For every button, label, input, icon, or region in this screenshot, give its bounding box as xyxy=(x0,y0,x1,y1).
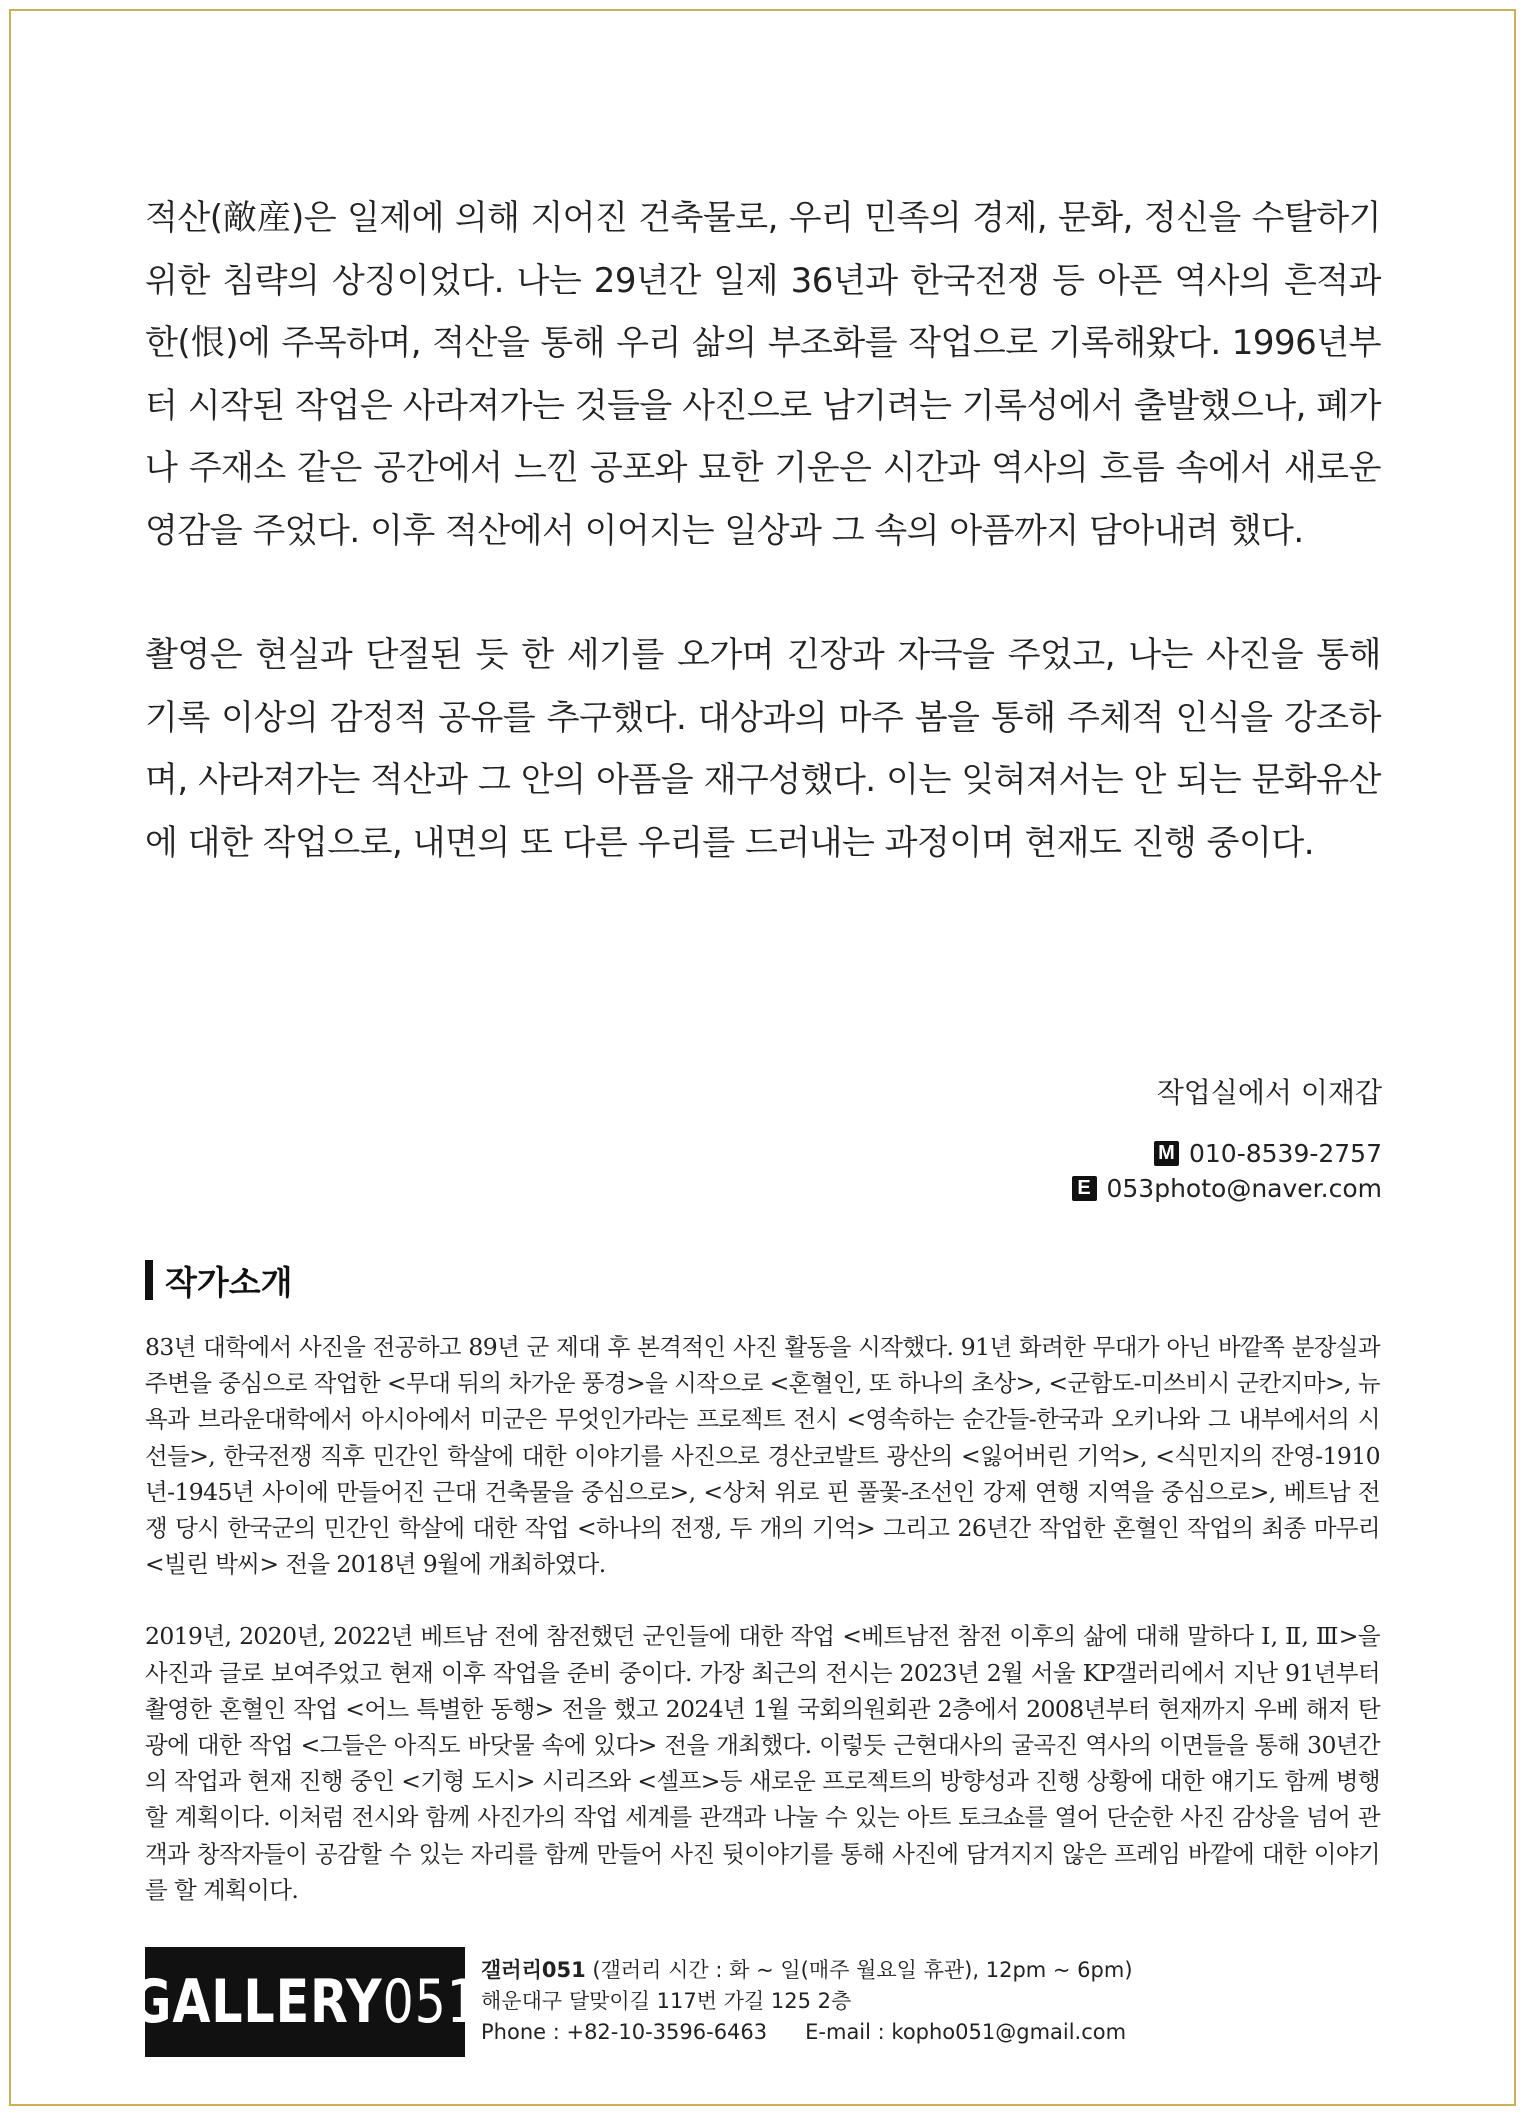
bio-heading xyxy=(145,1258,293,1302)
gallery-contact-line xyxy=(481,2017,1133,2048)
artist-statement xyxy=(145,187,1381,874)
gallery-name-line xyxy=(481,1955,1133,1986)
gallery-email: E-mail : kopho051@gmail.com xyxy=(805,2020,1127,2044)
gallery-hours: (갤러리 시간 : 화 ~ 일(매주 월요일 휴관), 12pm ~ 6pm) xyxy=(592,1958,1133,1982)
statement-paragraph-2: 촬영은 현실과 단절된 듯 한 세기를 오가며 긴장과 자극을 주었고, 나는 사진을 통해 기록 이상의 감정적 공유를 추구했다. 대상과의 마주 봄을 통해 주체적 인식을 강조하며, 사라져가는 적산과 그 안의 아픔을 재구성했다. 이는 잊혀져서는 안 되는 문화유산에 대한 작업으로, 내면의 또 다른 우리를 드러내는 과정이며 현재도 진행 중이다. xyxy=(145,635,1381,863)
logo-text: GALLERY051 xyxy=(131,1966,479,2037)
gallery-footer xyxy=(131,1944,1380,2059)
heading-bar-icon xyxy=(145,1260,153,1300)
gallery-name: 갤러리051 xyxy=(481,1958,586,1982)
gallery-info xyxy=(481,1955,1133,2048)
gallery-phone: Phone : +82-10-3596-6463 xyxy=(481,2020,768,2044)
contact-info xyxy=(1072,1136,1383,1206)
statement-paragraph-1: 적산(敵産)은 일제에 의해 지어진 건축물로, 우리 민족의 경제, 문화, 정신을 수탈하기 위한 침략의 상징이었다. 나는 29년간 일제 36년과 한국전쟁 등 아픈 역사의 흔적과 한(恨)에 주목하며, 적산을 통해 우리 삶의 부조화를 작업으로 기록해왔다. 1996년부터 시작된 작업은 사라져가는 것들을 사진으로 남기려는 기록성에서 출발했으나, 폐가나 주재소 같은 공간에서 느낀 공포와 묘한 기운은 시간과 역사의 흐름 속에서 새로운 영감을 주었다. 이후 적산에서 이어지는 일상과 그 속의 아픔까지 담아내려 했다. xyxy=(145,198,1381,551)
bio-paragraph-2: 2019년, 2020년, 2022년 베트남 전에 참전했던 군인들에 대한 작업 <베트남전 참전 이후의 삶에 대해 말하다 Ⅰ, Ⅱ, Ⅲ>을 사진과 글로 보여주었고 현재 이후 작업을 준비 중이다. 가장 최근의 전시는 2023년 2월 서울 KP갤러리에서 지난 91년부터 촬영한 혼혈인 작업 <어느 특별한 동행> 전을 했고 2024년 1월 국회의원회관 2층에서 2008년부터 현재까지 우베 해저 탄광에 대한 작업 <그들은 아직도 바닷물 속에 있다> 전을 개최했다. 이렇듯 근현대사의 굴곡진 역사의 이면들을 통해 30년간의 작업과 현재 진행 중인 <기형 도시> 시리즈와 <셀프>등 새로운 프로젝트의 방향성과 진행 상황에 대한 얘기도 함께 병행 할 계획이다. 이처럼 전시와 함께 사진가의 작업 세계를 관객과 나눌 수 있는 아트 토크쇼를 열어 단순한 사진 감상을 넘어 관객과 창작자들이 공감할 수 있는 자리를 함께 만들어 사진 뒷이야기를 통해 사진에 담겨지지 않은 프레임 바깥에 대한 이야기를 할 계획이다. xyxy=(145,1622,1380,1904)
mobile-number: 010-8539-2757 xyxy=(1188,1139,1382,1168)
mobile-icon: M xyxy=(1154,1141,1179,1166)
gallery-address: 해운대구 달맞이길 117번 가길 125 2층 xyxy=(481,1989,852,2013)
mobile-row xyxy=(1072,1136,1383,1171)
bio-paragraph-1: 83년 대학에서 사진을 전공하고 89년 군 제대 후 본격적인 사진 활동을 시작했다. 91년 화려한 무대가 아닌 바깥쪽 분장실과 주변을 중심으로 작업한 <무대 뒤의 차가운 풍경>을 시작으로 <혼혈인, 또 하나의 초상>, <군함도-미쓰비시 군칸지마>, 뉴욕과 브라운대학에서 아시아에서 미군은 무엇인가라는 프로젝트 전시 <영속하는 순간들-한국과 오키나와 그 내부에서의 시선들>, 한국전쟁 직후 민간인 학살에 대한 이야기를 사진으로 경산코발트 광산의 <잃어버린 기억>, <식민지의 잔영-1910년-1945년 사이에 만들어진 근대 건축물을 중심으로>, <상처 위로 핀 풀꽃-조선인 강제 연행 지역을 중심으로>, 베트남 전쟁 당시 한국군의 민간인 학살에 대한 작업 <하나의 전쟁, 두 개의 기억> 그리고 26년간 작업한 혼혈인 작업의 최종 마무리 <빌린 박씨> 전을 2018년 9월에 개최하였다. xyxy=(145,1333,1380,1579)
gallery-logo xyxy=(131,1947,479,2057)
signature: 작업실에서 이재갑 xyxy=(1156,1076,1382,1109)
email-row xyxy=(1072,1171,1383,1206)
email-address: 053photo@naver.com xyxy=(1106,1174,1382,1203)
email-icon: E xyxy=(1072,1176,1097,1201)
artist-bio xyxy=(145,1329,1380,1908)
bio-heading-label: 작가소개 xyxy=(165,1262,293,1302)
